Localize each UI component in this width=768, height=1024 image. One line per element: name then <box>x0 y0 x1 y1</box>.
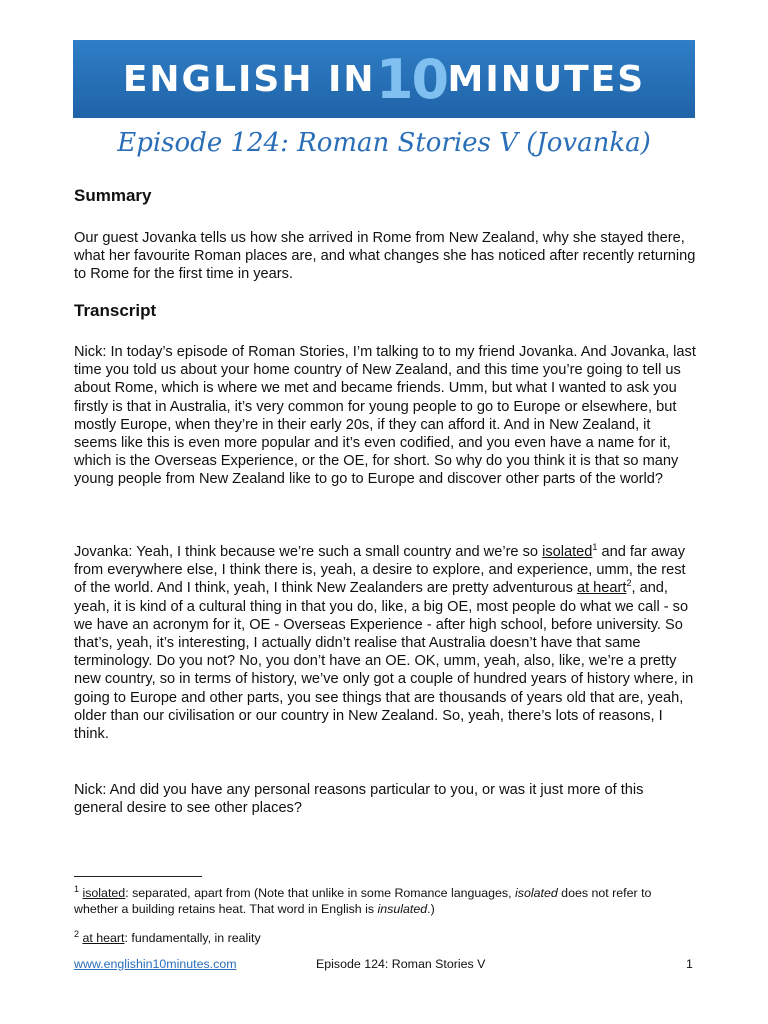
text-span: , and, yeah, it is kind of a cultural thing in that you do, like, a big OE, most people do what we call - so we have an acronym for it, OE - Overseas Experience - after high school, before university. So that’s, yeah, it’s interesting, I actually didn’t realise that Australia doesn’t have that same terminology. Do you not? No, you don’t have an OE. OK, umm, yeah, also, like, we’re a pretty new country, so in terms of history, we’ve only got a couple of hundred years of history where, in going to Europe and other parts, you see things that are thousands of years old that are, yeah, older than our civilisation or our country in New Zealand. So, yeah, there’s lots of reasons, I think. <box>74 580 694 743</box>
footnote-number: 2 <box>74 928 80 939</box>
summary-text: Our guest Jovanka tells us how she arrived in Rome from New Zealand, why she stayed there, what her favourite Roman places are, and what changes she has noticed after recently returning to Rome for the first time in years. <box>74 230 696 283</box>
transcript-paragraph-3: Nick: And did you have any personal reasons particular to you, or was it just more of this general desire to see other places? <box>74 782 644 817</box>
transcript-paragraph-2 <box>74 543 696 743</box>
footnote-number: 1 <box>74 883 80 894</box>
footer-link-wrap <box>74 957 237 971</box>
footnote-term: isolated <box>82 886 126 900</box>
text-span: .) <box>427 902 435 916</box>
footer-episode: Episode 124: Roman Stories V <box>316 957 486 971</box>
transcript-heading: Transcript <box>74 301 157 320</box>
footnote-2 <box>74 930 696 946</box>
footnote-ref-1: 1 <box>592 542 598 553</box>
footnote-ref-2: 2 <box>626 578 632 589</box>
logo-left-text: ENGLISH IN <box>122 58 376 100</box>
glossary-term-isolated: isolated <box>542 544 593 560</box>
logo-right-text: MINUTES <box>447 58 646 100</box>
transcript-paragraph-1: Nick: In today’s episode of Roman Stories, I’m talking to to my friend Jovanka. And Jovanka, last time you told us about your home country of New Zealand, and this time you’re going to tell us about Rome, which is where we met and became friends. Umm, but what I wanted to ask you firstly is that in Australia, it’s very common for young people to go to Europe or elsewhere, but mostly Europe, when they’re in their early 20s, if they can afford it. And in New Zealand, it seems like this is even more popular and it’s even codified, and you even have a name for it, which is the Overseas Experience, or the OE, for short. So why do you think it is that so many young people from New Zealand like to go to Europe and discover other parts of the world? <box>74 344 696 488</box>
text-span: and far away from everywhere else, I think there is, yeah, a desire to explore, and experience, umm, the rest of the world. And I think, yeah, I think New Zealanders are pretty adventurous <box>74 544 686 597</box>
emphasis-text: isolated <box>515 886 558 900</box>
footnote-1 <box>74 885 696 917</box>
episode-title: Episode 124: Roman Stories V (Jovanka) <box>117 128 651 158</box>
text-span: : fundamentally, in reality <box>124 931 261 945</box>
footnote-divider <box>74 876 202 877</box>
summary-heading: Summary <box>74 186 152 205</box>
footnote-term: at heart <box>82 931 125 945</box>
text-span: : separated, apart from (Note that unlike in some Romance languages, <box>125 886 516 900</box>
glossary-term-at-heart: at heart <box>576 580 627 597</box>
logo-ten-icon: 10 <box>375 47 448 111</box>
page-number: 1 <box>686 957 693 971</box>
header-banner <box>73 40 695 118</box>
website-link[interactable]: www.englishin10minutes.com <box>74 957 237 971</box>
emphasis-text: insulated <box>377 902 428 916</box>
text-span: Jovanka: Yeah, I think because we’re such a small country and we’re so <box>74 544 543 560</box>
text-span: does not refer to whether a building retains heat. That word in English is <box>74 886 652 916</box>
